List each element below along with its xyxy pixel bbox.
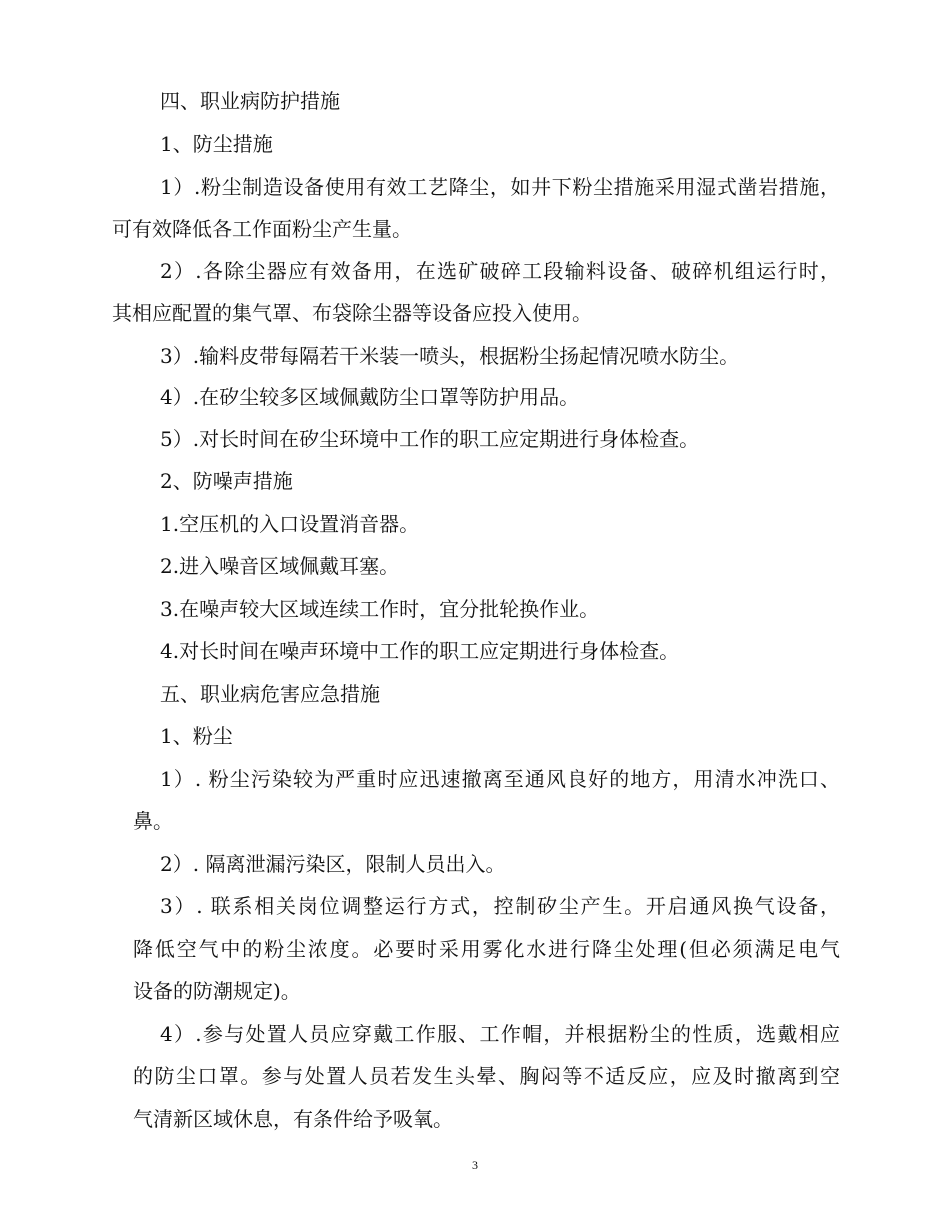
list-item: 3.在噪声较大区域连续工作时，宜分批轮换作业。 xyxy=(160,597,600,621)
paragraph-line: 3）.输料皮带每隔若干米装一喷头，根据粉尘扬起情况喷水防尘。 xyxy=(160,344,740,368)
list-item: 2.进入噪音区域佩戴耳塞。 xyxy=(160,554,400,578)
paragraph-line: 2）. 隔离泄漏污染区，限制人员出入。 xyxy=(160,852,506,876)
paragraph-line: 降低空气中的粉尘浓度。必要时采用雾化水进行降尘处理(但必须满足电气 xyxy=(133,937,840,961)
subsection-heading: 1、粉尘 xyxy=(160,724,233,748)
paragraph-line: 鼻。 xyxy=(133,809,173,833)
paragraph-line: 其相应配置的集气罩、布袋除尘器等设备应投入使用。 xyxy=(112,301,592,325)
list-item: 1.空压机的入口设置消音器。 xyxy=(160,512,420,536)
page-number: 3 xyxy=(472,1158,478,1172)
subsection-heading: 2、防噪声措施 xyxy=(160,469,293,493)
paragraph-line: 4）.在矽尘较多区域佩戴防尘口罩等防护用品。 xyxy=(160,385,580,409)
section-heading: 四、职业病防护措施 xyxy=(160,89,340,113)
paragraph-line: 2）.各除尘器应有效备用，在选矿破碎工段输料设备、破碎机组运行时， xyxy=(160,259,840,283)
paragraph-line: 1）.粉尘制造设备使用有效工艺降尘，如井下粉尘措施采用湿式凿岩措施， xyxy=(160,175,840,199)
subsection-heading: 1、防尘措施 xyxy=(160,132,273,156)
paragraph-line: 4）.参与处置人员应穿戴工作服、工作帽，并根据粉尘的性质，选戴相应 xyxy=(160,1022,840,1046)
section-heading: 五、职业病危害应急措施 xyxy=(160,682,380,706)
paragraph-line: 气清新区域休息，有条件给予吸氧。 xyxy=(133,1107,453,1131)
paragraph-line: 的防尘口罩。参与处置人员若发生头晕、胸闷等不适反应，应及时撤离到空 xyxy=(133,1064,840,1088)
paragraph-line: 可有效降低各工作面粉尘产生量。 xyxy=(112,217,412,241)
paragraph-line: 设备的防潮规定)。 xyxy=(133,979,301,1003)
paragraph-line: 1）. 粉尘污染较为严重时应迅速撤离至通风良好的地方，用清水冲洗口、 xyxy=(160,767,840,791)
paragraph-line: 5）.对长时间在矽尘环境中工作的职工应定期进行身体检查。 xyxy=(160,427,700,451)
list-item: 4.对长时间在噪声环境中工作的职工应定期进行身体检查。 xyxy=(160,639,680,663)
paragraph-line: 3）. 联系相关岗位调整运行方式，控制矽尘产生。开启通风换气设备， xyxy=(160,894,840,918)
